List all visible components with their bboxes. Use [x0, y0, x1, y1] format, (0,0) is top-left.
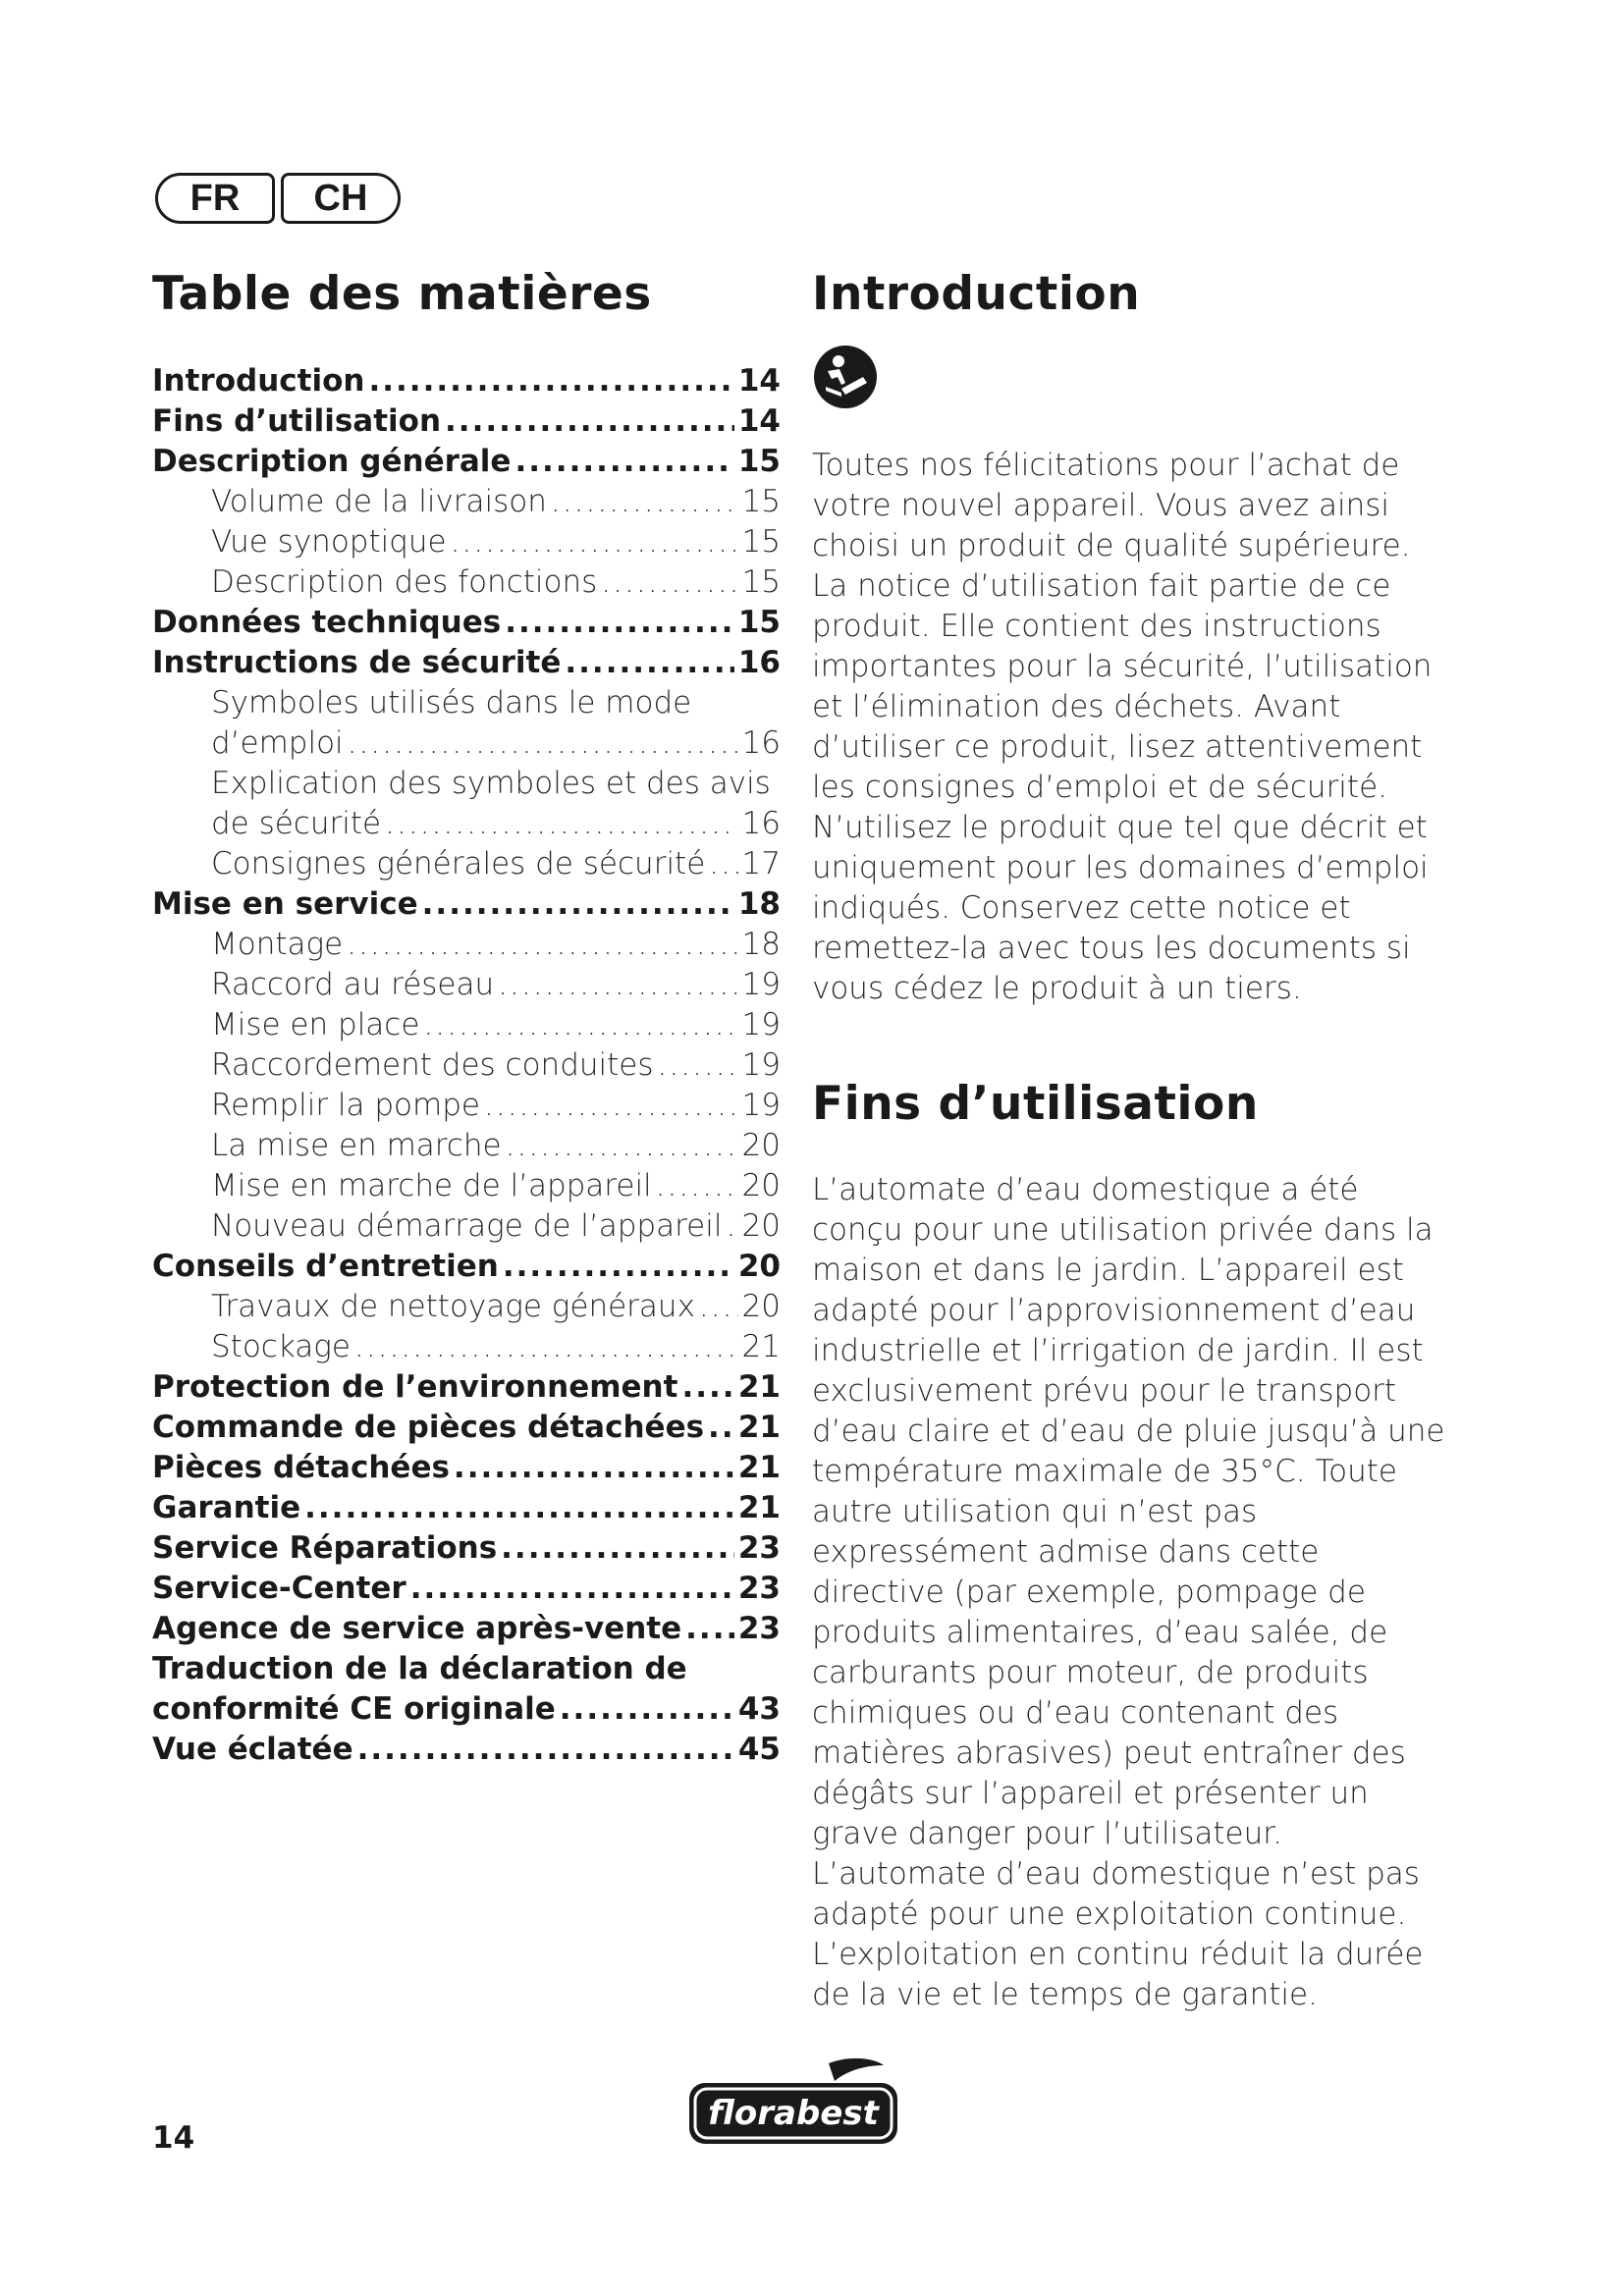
- toc-leader-dots: [368, 361, 733, 401]
- toc-entry-page: 20: [741, 1289, 781, 1324]
- introduction-text: Toutes nos félicitations pour l’achat de votre nouvel appareil. Vous avez ainsi choisi un produit de qualité supérieure. La notice d’utilisation fait partie de ce produit. Elle contient des instructions importantes pour la sécurité, l’utilisation et l’élimination des déchets. Avant d’utiliser ce produit, lisez attentivement les consignes d’emploi et de sécurité. N’utilisez le produit que tel que décrit et uniquement pour les domaines d’emploi indiqués. Conservez cette notice et remettez-la avec tous les documents si vous cédez le produit à un tiers.: [812, 448, 1433, 1006]
- toc-entry-page: 19: [741, 967, 781, 1002]
- fins-heading: Fins d’utilisation: [812, 1077, 1259, 1131]
- language-badge-fr: FR: [155, 173, 275, 224]
- toc-entry-page: 20: [737, 1249, 781, 1284]
- toc-entry-sub: [152, 683, 781, 723]
- toc-title: Table des matières: [152, 267, 652, 321]
- toc-entry-main: [152, 1649, 781, 1689]
- toc-entry-main: [152, 1609, 781, 1649]
- toc-list: [152, 361, 781, 1770]
- toc-entry-sub: [152, 965, 781, 1005]
- toc-entry-title: Agence de service après-vente: [152, 1611, 682, 1646]
- fins-text: L’automate d’eau domestique a été conçu pour une utilisation privée dans la maison et dans le jardin. L’appareil est adapté pour l’approvisionnement d’eau industrielle et l’irrigation de jardin. Il est exclusivement prévu pour le transport d’eau claire et d’eau de pluie jusqu’à une température maximale de 35°C. Toute autre utilisation qui n’est pas expressément admise dans cette directive (par exemple, pompage de produits alimentaires, d’eau salée, de carburants pour moteur, de produits chimiques ou d’eau contenant des matières abrasives) peut entraîner des dégâts sur l’appareil et présenter un grave danger pour l’utilisateur. L’automate d’eau domestique n’est pas adapté pour une exploitation continue. L’exploitation en continu réduit la durée de la vie et le temps de garantie.: [812, 1172, 1445, 2012]
- toc-entry-title: Vue éclatée: [152, 1732, 353, 1767]
- toc-entry-page: 16: [737, 645, 781, 680]
- toc-entry-page: 15: [737, 605, 781, 640]
- toc-leader-dots: [423, 1005, 737, 1045]
- toc-entry-title: Description générale: [152, 444, 512, 479]
- toc-entry-page: 21: [741, 1329, 781, 1364]
- toc-entry-page: 21: [737, 1490, 781, 1525]
- toc-entry-title: Montage: [211, 927, 344, 962]
- toc-entry-sub: [152, 1287, 781, 1327]
- toc-entry-page: 20: [741, 1208, 781, 1244]
- toc-entry-main: [152, 1569, 781, 1609]
- toc-leader-dots: [709, 844, 737, 884]
- toc-entry-page: 20: [741, 1168, 781, 1203]
- toc-entry-main: [152, 361, 781, 401]
- toc-entry-title: Raccord au réseau: [211, 967, 495, 1002]
- toc-entry-title: Conseils d’entretien: [152, 1249, 499, 1284]
- toc-leader-dots: [354, 1327, 738, 1367]
- toc-entry-title: Protection de l’environnement: [152, 1369, 678, 1405]
- language-badges: [155, 173, 401, 224]
- toc-entry-sub: [152, 522, 781, 562]
- toc-entry-main: [152, 884, 781, 925]
- toc-leader-dots: [445, 401, 734, 442]
- toc-entry-title: de sécurité: [211, 806, 382, 841]
- toc-entry-main: [152, 1689, 781, 1730]
- toc-leader-dots: [357, 1730, 734, 1770]
- toc-entry-page: 15: [737, 444, 781, 479]
- toc-entry-page: 23: [737, 1530, 781, 1566]
- toc-entry-main: [152, 603, 781, 643]
- toc-leader-dots: [658, 1045, 738, 1086]
- toc-entry-page: 15: [741, 524, 781, 560]
- toc-entry-sub: [152, 1086, 781, 1126]
- toc-entry-main: [152, 442, 781, 482]
- toc-leader-dots: [347, 925, 737, 965]
- toc-entry-title: Service Réparations: [152, 1530, 498, 1566]
- toc-entry-page: 19: [741, 1007, 781, 1042]
- toc-entry-sub: [152, 1327, 781, 1367]
- toc-leader-dots: [656, 1166, 738, 1206]
- toc-entry-title: Stockage: [211, 1329, 351, 1364]
- toc-entry-main: [152, 1367, 781, 1408]
- toc-entry-page: 16: [741, 725, 781, 761]
- toc-entry-page: 21: [737, 1450, 781, 1485]
- toc-entry-title: Données techniques: [152, 605, 502, 640]
- toc-entry-title: Introduction: [152, 363, 365, 399]
- toc-leader-dots: [681, 1367, 733, 1408]
- toc-entry-sub: [152, 482, 781, 522]
- toc-entry-page: 21: [737, 1410, 781, 1445]
- toc-entry-page: 19: [741, 1088, 781, 1123]
- toc-entry-title: Pièces détachées: [152, 1450, 450, 1485]
- language-badge-ch: CH: [281, 173, 401, 224]
- toc-entry-page: 45: [737, 1732, 781, 1767]
- toc-entry-title: Raccordement des conduites: [211, 1047, 654, 1083]
- toc-leader-dots: [422, 884, 734, 925]
- toc-entry-page: 14: [737, 363, 781, 399]
- toc-entry-title: Travaux de nettoyage généraux: [211, 1289, 695, 1324]
- introduction-heading: Introduction: [812, 267, 1141, 321]
- toc-entry-page: 18: [741, 927, 781, 962]
- toc-entry-main: [152, 1247, 781, 1287]
- toc-entry-title: Vue synoptique: [211, 524, 447, 560]
- toc-leader-dots: [551, 482, 738, 522]
- toc-entry-main: [152, 1448, 781, 1488]
- toc-leader-dots: [565, 643, 734, 683]
- toc-entry-title: Nouveau démarrage de l’appareil: [211, 1208, 723, 1244]
- toc-entry-sub: [152, 1206, 781, 1247]
- toc-entry-main: [152, 643, 781, 683]
- toc-entry-page: 43: [737, 1691, 781, 1727]
- toc-entry-title: Consignes générales de sécurité: [211, 846, 706, 881]
- toc-entry-sub: [152, 925, 781, 965]
- toc-entry-page: 17: [741, 846, 781, 881]
- toc-leader-dots: [410, 1569, 734, 1609]
- toc-entry-title: Garantie: [152, 1490, 301, 1525]
- brand-text: florabest: [708, 2094, 879, 2133]
- toc-entry-title: Mise en service: [152, 886, 418, 922]
- toc-entry-sub: [152, 562, 781, 603]
- toc-entry-page: 15: [741, 484, 781, 519]
- toc-entry-page: 14: [737, 403, 781, 439]
- toc-entry-main: [152, 1408, 781, 1448]
- toc-entry-page: 16: [741, 806, 781, 841]
- toc-leader-dots: [503, 1247, 734, 1287]
- toc-entry-title: Mise en marche de l’appareil: [211, 1168, 652, 1203]
- toc-leader-dots: [708, 1408, 734, 1448]
- toc-entry-sub: [152, 1126, 781, 1166]
- toc-leader-dots: [726, 1206, 737, 1247]
- toc-leader-dots: [498, 965, 737, 1005]
- toc-entry-title: Fins d’utilisation: [152, 403, 442, 439]
- toc-leader-dots: [385, 804, 737, 844]
- toc-entry-page: 23: [737, 1571, 781, 1606]
- read-manual-icon: [812, 344, 879, 410]
- toc-entry-sub: [152, 844, 781, 884]
- toc-entry-title: Mise en place: [211, 1007, 420, 1042]
- toc-leader-dots: [501, 1528, 734, 1569]
- page-number: 14: [152, 2120, 195, 2156]
- toc-entry-title: Service-Center: [152, 1571, 406, 1606]
- toc-leader-dots: [454, 1448, 734, 1488]
- toc-leader-dots: [505, 603, 734, 643]
- toc-entry-page: 18: [737, 886, 781, 922]
- toc-entry-sub: [152, 804, 781, 844]
- toc-entry-main: [152, 1528, 781, 1569]
- toc-entry-title: d’emploi: [211, 725, 344, 761]
- toc-leader-dots: [514, 442, 733, 482]
- toc-leader-dots: [348, 723, 738, 764]
- toc-entry-title: Description des fonctions: [211, 564, 598, 600]
- toc-leader-dots: [560, 1689, 734, 1730]
- toc-entry-title: Remplir la pompe: [211, 1088, 480, 1123]
- toc-entry-title: conformité CE originale: [152, 1691, 556, 1727]
- toc-entry-sub: [152, 1045, 781, 1086]
- toc-entry-page: 20: [741, 1128, 781, 1163]
- toc-leader-dots: [506, 1126, 738, 1166]
- toc-leader-dots: [451, 522, 738, 562]
- toc-entry-page: 21: [737, 1369, 781, 1405]
- toc-entry-sub: [152, 764, 781, 804]
- toc-entry-title: Instructions de sécurité: [152, 645, 562, 680]
- florabest-logo: [681, 2056, 905, 2154]
- toc-leader-dots: [699, 1287, 738, 1327]
- toc-leader-dots: [601, 562, 737, 603]
- toc-leader-dots: [304, 1488, 734, 1528]
- toc-entry-sub: [152, 723, 781, 764]
- toc-entry-title: Volume de la livraison: [211, 484, 547, 519]
- toc-entry-page: 23: [737, 1611, 781, 1646]
- toc-entry-title: Explication des symboles et des avis: [211, 766, 771, 801]
- toc-entry-title: Commande de pièces détachées: [152, 1410, 705, 1445]
- toc-entry-sub: [152, 1005, 781, 1045]
- toc-entry-sub: [152, 1166, 781, 1206]
- toc-leader-dots: [484, 1086, 738, 1126]
- toc-entry-title: Traduction de la déclaration de: [152, 1651, 687, 1686]
- toc-entry-title: La mise en marche: [211, 1128, 502, 1163]
- toc-leader-dots: [685, 1609, 734, 1649]
- toc-entry-main: [152, 1730, 781, 1770]
- toc-entry-title: Symboles utilisés dans le mode: [211, 685, 692, 721]
- toc-entry-main: [152, 401, 781, 442]
- toc-entry-page: 19: [741, 1047, 781, 1083]
- toc-entry-page: 15: [741, 564, 781, 600]
- toc-entry-main: [152, 1488, 781, 1528]
